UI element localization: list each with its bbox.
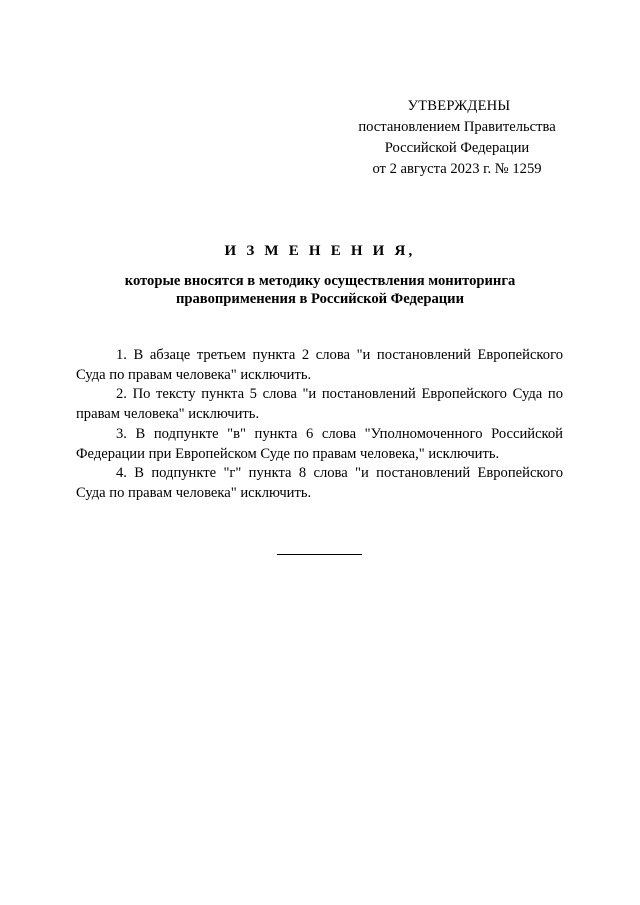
subheading-line-1: которые вносятся в методику осуществления мониторинга [124, 273, 516, 289]
amendment-item-1: 1. В абзаце третьем пункта 2 слова "и постановлений Европейского Суда по правам человека" исключить. [76, 347, 563, 383]
amendments-list [76, 346, 563, 504]
approval-line-date: от 2 августа 2023 г. № 1259 [372, 161, 542, 177]
subheading-line-2: правоприменения в Российской Федерации [175, 291, 464, 307]
approval-line-decree: постановлением Правительства [358, 119, 556, 135]
amendment-item-4: 4. В подпункте "г" пункта 8 слова "и постановлений Европейского Суда по правам человека" исключить. [76, 465, 563, 501]
amendment-item-3: 3. В подпункте "в" пункта 6 слова "Уполномоченного Российской Федерации при Европейском Суде по правам человека," исключить. [76, 425, 563, 462]
approval-block [352, 96, 562, 180]
approval-title: УТВЕРЖДЕНЫ [407, 98, 511, 114]
document-subheading [80, 272, 560, 308]
document-heading: И З М Е Н Е Н И Я, [224, 243, 416, 259]
end-separator-line [277, 554, 362, 555]
amendment-item-2: 2. По тексту пункта 5 слова "и постановлений Европейского Суда по правам человека" исключить. [76, 386, 563, 423]
approval-line-federation: Российской Федерации [384, 140, 530, 156]
